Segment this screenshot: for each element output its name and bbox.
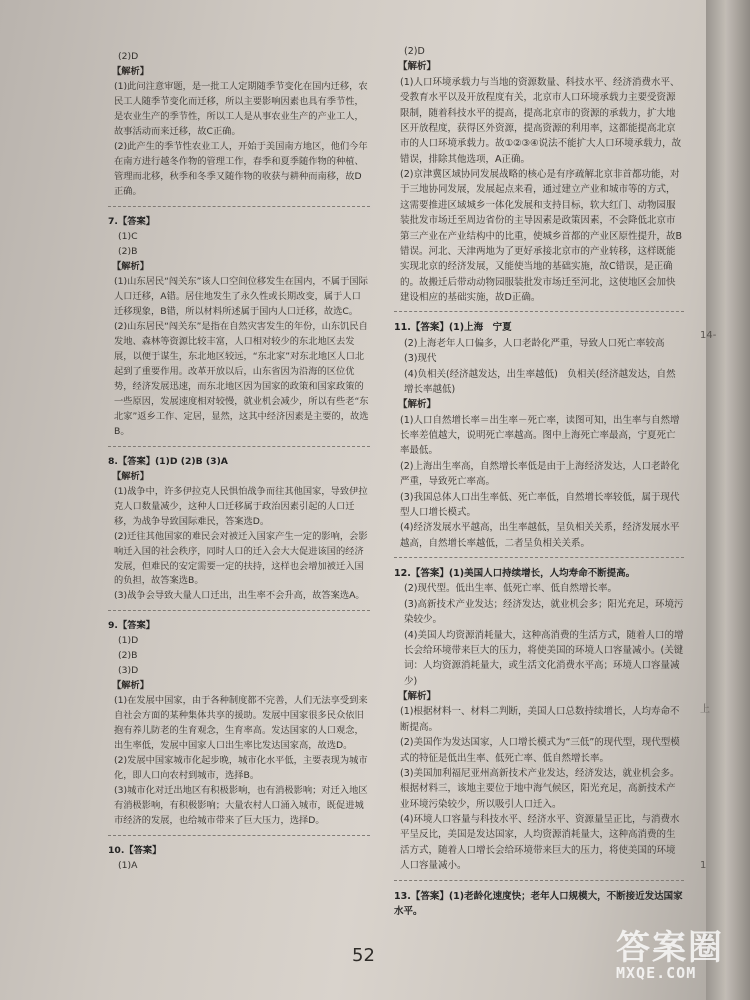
book-spine: [706, 0, 750, 1000]
analysis-paragraph: (1)人口环境承载力与当地的资源数量、科技水平、经济消费水平、受教育水平以及开放程度有关，北京市人口环境承载力主要受资源限制，随着科技水平的提高，提高北京市的资源的承载力，扩大地区开放程度，获得区外资源，提高资源的利用率，这都能提高北京市的人口环境承载力。故①②③④说法不能扩大人口环境承载力，故错误，排除其他选项，A正确。: [400, 76, 682, 165]
answer-line: (1)A: [118, 860, 138, 872]
analysis-paragraph: (1)在发展中国家，由于各种制度都不完善，人们无法享受到来自社会方面的某种集体共享的援助。发展中国家很多民众依旧抱有养儿防老的生育观念，生育率高。发达国家的人口观念，出生率低，发展中国家人口出生率比发达国家高，故选D。: [114, 695, 368, 752]
answer-line: (3)D: [118, 665, 139, 677]
dashed-divider: [108, 206, 370, 207]
watermark-text-bottom: MXQE.COM: [616, 964, 697, 982]
answer-block: [394, 566, 684, 874]
answer-line: (3)高新技术产业发达；经济发达，就业机会多；阳光充足，环境污染较少。: [404, 598, 684, 626]
answer-line: (1)D: [118, 635, 139, 647]
watermark-logo: [610, 920, 740, 990]
question-heading: 12.【答案】(1)美国人口持续增长，人均寿命不断提高。: [394, 568, 636, 579]
dashed-divider: [108, 610, 370, 611]
question-heading: 9.【答案】: [108, 620, 155, 632]
answer-block: [108, 455, 370, 605]
dashed-divider: [108, 835, 370, 836]
analysis-paragraph: (2)迁往其他国家的难民会对被迁入国家产生一定的影响，会影响迁入国的社会秩序，同时人口的迁入会大大促进该国的经济发展，但难民的安定需要一定的扶持，这样也会增加被迁入国的负担，故答案选B。: [114, 530, 368, 587]
analysis-paragraph: (1)人口自然增长率＝出生率－死亡率，读图可知，出生率与自然增长率差值越大，说明死亡率越高。图中上海死亡率最高，宁夏死亡率最低。: [400, 414, 680, 457]
answer-line: (4)美国人均资源消耗量大，这种高消费的生活方式，随着人口的增长会给环境带来巨大的压力，将使美国的环境人口容量减小。(关键词：人均资源消耗量大，或生活文化消费水平高；环境人口容量减少): [404, 629, 684, 687]
answer-block: [108, 619, 370, 829]
analysis-paragraph: (1)山东居民“闯关东”该人口空间位移发生在国内，不属于国际人口迁移，A错。居住地发生了永久性或长期改变，属于人口迁移现象，B错，所以材料所述属于国内人口迁移，故选C。: [114, 275, 368, 317]
answer-line: (4)负相关(经济越发达，出生率越低) 负相关(经济越发达，自然增长率越低): [404, 368, 676, 395]
answer-block: [394, 44, 684, 305]
left-column: [108, 50, 370, 880]
dashed-divider: [108, 446, 370, 447]
analysis-label: 【解析】: [112, 260, 149, 272]
analysis-paragraph: (2)京津冀区域协同发展战略的核心是有序疏解北京非首都功能，对于三地协同发展，发展起点来看，通过建立产业和城市等的方式，这需要推进区域城乡一体化发展和支持目标，软大红门、动物园服装批发市场迁至周边省份的主导因素是政策因素，不会降低北京市第三产业在产业结构中的比重，使城乡首都的产业区原性提升，故B错误。河北、天津两地为了更好承接北京市的产业转移，这样既能实现北京的经济发展，又能使当地的基础实施，故C错误，是正确的。故搬迁后带动动物园服装批发市场迁至河北，这使地区会加快建设相应的基础实施，故D正确。: [400, 169, 683, 303]
analysis-paragraph: (1)根据材料一、材料二判断，美国人口总数持续增长，人均寿命不断提高。: [400, 706, 680, 733]
dashed-divider: [394, 311, 684, 312]
answer-block: [394, 320, 684, 551]
analysis-paragraph: (2)上海出生率高，自然增长率低是由于上海经济发达，人口老龄化严重，导致死亡率高。: [400, 460, 680, 488]
analysis-label: 【解析】: [112, 680, 149, 692]
analysis-paragraph: (2)美国作为发达国家，人口增长模式为“三低”的现代型，现代型模式的特征是低出生率、低死亡率、低自然增长率。: [400, 737, 680, 764]
analysis-paragraph: (4)环境人口容量与科技水平、经济水平、资源量呈正比，与消费水平呈反比，美国是发达国家，人均资源消耗量大，这种高消费的生活方式，随着人口增长会给环境带来巨大的压力，将使美国的环境人口容量减小。: [400, 814, 680, 872]
answer-block: [108, 50, 370, 200]
edge-glyph: 上: [700, 704, 710, 715]
answer-line: (2)B: [118, 245, 138, 257]
analysis-paragraph: (3)城市化对迁出地区有积极影响，也有消极影响；对迁入地区有消极影响，有积极影响；大量农村人口涌入城市，既促进城市经济的发展，也给城市带来了巨大压力，选择D。: [114, 785, 368, 827]
dashed-divider: [394, 880, 684, 881]
analysis-label: 【解析】: [112, 470, 149, 482]
question-heading: 7.【答案】: [108, 215, 155, 227]
answer-block: [108, 844, 370, 874]
answer-line: (3)现代: [404, 353, 437, 365]
answer-line: (2)D: [118, 51, 139, 62]
analysis-paragraph: (2)此产生的季节性农业工人，开始于美国南方地区，他们今年在南方进行越冬作物的管理工作，春季和夏季随作物的种植、管理而北移，秋季和冬季又随作物的收获与耕种而南移，故D正确。: [114, 140, 368, 197]
watermark-text-top: 答案圈: [616, 928, 724, 968]
analysis-paragraph: (2)发展中国家城市化起步晚，城市化水平低，主要表现为城市化，即人口向农村到城市，选择B。: [114, 755, 368, 782]
right-column: [394, 44, 684, 925]
question-heading: 8.【答案】(1)D (2)B (3)A: [108, 455, 228, 467]
answer-line: (2)上海老年人口偏多，人口老龄化严重，导致人口死亡率较高: [404, 337, 665, 349]
edge-glyph: 1: [700, 860, 707, 871]
analysis-paragraph: (4)经济发展水平越高，出生率越低，呈负相关关系，经济发展水平越高，自然增长率越低，二者呈负相关关系。: [400, 522, 680, 549]
analysis-label: 【解析】: [398, 691, 437, 702]
page-number: 52: [352, 945, 375, 966]
answer-line: (2)现代型。低出生率、低死亡率、低自然增长率。: [404, 583, 617, 595]
question-heading: 10.【答案】: [108, 845, 162, 857]
question-heading: 13.【答案】(1)老龄化速度快；老年人口规模大，不断接近发达国家水平。: [394, 890, 683, 917]
edge-glyph: 14-: [700, 330, 717, 341]
analysis-label: 【解析】: [112, 65, 149, 77]
analysis-paragraph: (3)美国加利福尼亚州高新技术产业发达，经济发达，就业机会多。根据材料三，该地主要位于地中海气候区，阳光充足，高新技术产业环境污染较少，所以吸引人口迁入。: [400, 767, 680, 810]
question-heading: 11.【答案】(1)上海 宁夏: [394, 322, 512, 334]
answer-block: [108, 215, 370, 440]
analysis-label: 【解析】: [398, 399, 437, 411]
analysis-paragraph: (1)此问注意审题，是一批工人定期随季节变化在国内迁移，农民工人随季节变化而迁移，所以主要影响因素也具有季节性，是农业生产的季节性，所以工人是从事农业生产的产业工人，故事活动而来迁移，故C正确。: [114, 80, 368, 137]
answer-block: [394, 889, 684, 920]
dashed-divider: [394, 557, 684, 558]
analysis-paragraph: (2)山东居民“闯关东”是指在自然灾害发生的年份，山东饥民自发地、森林等资源比较丰富，人口相对较少的东北地区去发展，以便于谋生，东北地区较远，“东北家”对东北地区人口北起到了重要作用。改革开放以后，山东省因为沿海的区位优势，经济发展迅速，而东北地区因为国家的政策和国家政策的一些原因，发展速度相对较慢，就业机会减少，所以有些老“东北家”返乡工作、定居，显然，这其中经济因素是主要的，故选B。: [114, 320, 369, 437]
answer-line: (2)B: [118, 650, 138, 662]
answer-line: (1)C: [118, 230, 138, 242]
analysis-paragraph: (1)战争中，许多伊拉克人民惧怕战争而往其他国家，导致伊拉克人口数量减少，这种人口迁移属于政治因素引起的人口迁移，为战争导致国际难民，答案选D。: [114, 485, 368, 527]
analysis-paragraph: (3)战争会导致大量人口迁出，出生率不会升高，故答案选A。: [114, 590, 365, 602]
analysis-label: 【解析】: [398, 61, 437, 73]
answer-line: (2)D: [404, 46, 425, 57]
analysis-paragraph: (3)我国总体人口出生率低、死亡率低，自然增长率较低，属于现代型人口增长模式。: [400, 491, 680, 518]
